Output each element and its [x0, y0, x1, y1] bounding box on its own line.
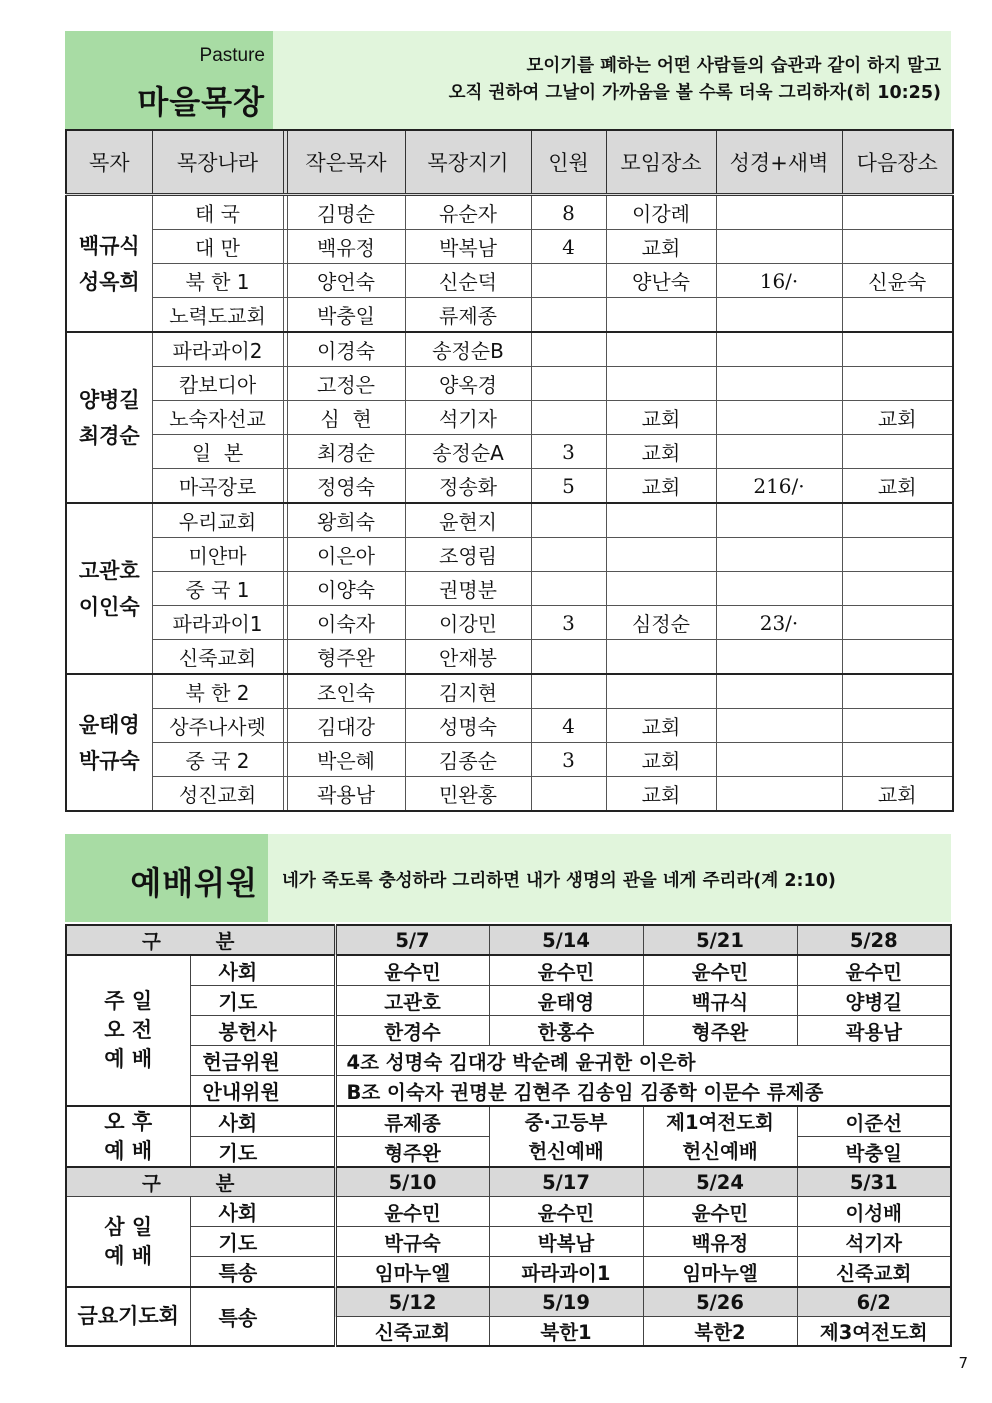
pastor-cell — [66, 332, 152, 503]
role-label: 기도 — [190, 1227, 335, 1257]
pastor-name: 박규숙 — [78, 748, 140, 773]
mokjang-name-cell: 북 한 1 — [152, 264, 283, 298]
keeper-cell: 류제종 — [405, 298, 531, 333]
name-cell: 임마누엘 — [335, 1257, 489, 1288]
next-place-cell — [842, 435, 953, 469]
role-label: 사회 — [190, 1197, 335, 1227]
next-place-cell — [842, 298, 953, 333]
pastor-name: 최경순 — [78, 423, 140, 448]
label-line: 오 전 — [104, 1018, 153, 1042]
name-cell: 파라과이1 — [489, 1257, 643, 1288]
name-cell: 임마누엘 — [643, 1257, 797, 1288]
mokjang-name-cell: 신죽교회 — [152, 640, 283, 675]
small-leader-cell: 심 현 — [287, 401, 405, 435]
sunday-role-row — [66, 1016, 951, 1046]
next-place-cell — [842, 572, 953, 606]
keeper-cell: 안재봉 — [405, 640, 531, 675]
keeper-cell: 신순덕 — [405, 264, 531, 298]
name-cell: 한경수 — [335, 1016, 489, 1046]
small-leader-cell: 양언숙 — [287, 264, 405, 298]
bible-dawn-cell — [716, 367, 842, 401]
name-cell: 윤수민 — [489, 1197, 643, 1227]
wednesday-dates-row — [66, 1167, 951, 1197]
count-cell — [531, 538, 606, 572]
mokjang-name-cell: 노력도교회 — [152, 298, 283, 333]
pastor-name: 고관호 — [78, 558, 140, 583]
table-row — [66, 367, 953, 401]
section-title: 마을목장 — [137, 83, 265, 121]
mokjang-name-cell: 상주나사렛 — [152, 709, 283, 743]
small-leader-cell: 정영숙 — [287, 469, 405, 504]
table-row — [66, 401, 953, 435]
name-cell: 백규식 — [643, 986, 797, 1016]
special-service-cell — [489, 1106, 643, 1167]
name-cell: 윤수민 — [643, 955, 797, 986]
usher-committee: B조 이숙자 권명분 김현주 김송임 김종학 이문수 류제종 — [335, 1076, 951, 1107]
next-place-cell — [842, 743, 953, 777]
gubun-label: 구 분 — [66, 925, 335, 955]
bible-dawn-cell — [716, 435, 842, 469]
small-leader-cell: 김명순 — [287, 195, 405, 230]
name-cell: 이준선 — [797, 1106, 951, 1137]
bible-dawn-cell — [716, 777, 842, 812]
name-cell: 제3여전도회 — [797, 1317, 951, 1347]
small-leader-cell: 고정은 — [287, 367, 405, 401]
role-label: 사회 — [190, 1106, 335, 1137]
bible-dawn-cell — [716, 709, 842, 743]
pastor-name: 백규식 — [78, 233, 140, 258]
mokjang-name-cell: 미얀마 — [152, 538, 283, 572]
count-cell — [531, 367, 606, 401]
small-leader-cell: 왕희숙 — [287, 503, 405, 538]
mokjang-name-cell: 캄보디아 — [152, 367, 283, 401]
small-leader-cell: 이숙자 — [287, 606, 405, 640]
next-place-cell — [842, 367, 953, 401]
table-row — [66, 743, 953, 777]
name-cell: 백유정 — [643, 1227, 797, 1257]
name-cell: 윤수민 — [797, 955, 951, 986]
label-line: 주 일 — [104, 989, 153, 1013]
pastor-name: 윤태영 — [78, 712, 140, 737]
bible-dawn-cell — [716, 640, 842, 675]
text-line: 헌신예배 — [528, 1139, 604, 1163]
bible-dawn-cell — [716, 572, 842, 606]
meeting-place-cell: 교회 — [606, 469, 716, 504]
meeting-place-cell: 양난숙 — [606, 264, 716, 298]
next-place-cell: 교회 — [842, 469, 953, 504]
name-cell: 석기자 — [797, 1227, 951, 1257]
bible-dawn-cell — [716, 743, 842, 777]
mokjang-name-cell: 파라과이2 — [152, 332, 283, 367]
meeting-place-cell: 교회 — [606, 743, 716, 777]
afternoon-row — [66, 1106, 951, 1137]
meeting-place-cell — [606, 538, 716, 572]
count-cell: 4 — [531, 709, 606, 743]
role-label: 특송 — [190, 1257, 335, 1288]
next-place-cell — [842, 538, 953, 572]
meeting-place-cell: 교회 — [606, 435, 716, 469]
name-cell: 북한1 — [489, 1317, 643, 1347]
meeting-place-cell — [606, 640, 716, 675]
friday-dates-row — [66, 1287, 951, 1317]
pastor-name: 성옥희 — [78, 269, 140, 294]
pastor-name: 이인숙 — [78, 594, 140, 619]
wednesday-role-row — [66, 1227, 951, 1257]
sunday-morning-label — [66, 955, 190, 1106]
label-line: 예 배 — [104, 1243, 153, 1268]
role-label: 기도 — [190, 986, 335, 1016]
date-cell: 5/17 — [489, 1167, 643, 1197]
keeper-cell: 석기자 — [405, 401, 531, 435]
next-place-cell — [842, 709, 953, 743]
bible-dawn-cell — [716, 230, 842, 264]
meeting-place-cell: 교회 — [606, 230, 716, 264]
role-label: 기도 — [190, 1137, 335, 1168]
mokjang-name-cell: 우리교회 — [152, 503, 283, 538]
meeting-place-cell: 교회 — [606, 709, 716, 743]
keeper-cell: 정송화 — [405, 469, 531, 504]
afternoon-worship-label — [66, 1106, 190, 1167]
gubun-label: 구 분 — [66, 1167, 335, 1197]
role-label: 봉헌사 — [190, 1016, 335, 1046]
name-cell: 이성배 — [797, 1197, 951, 1227]
text-line: 제1여전도회 — [666, 1110, 774, 1134]
table-row — [66, 469, 953, 504]
keeper-cell: 이강민 — [405, 606, 531, 640]
small-leader-cell: 조인숙 — [287, 674, 405, 709]
keeper-cell: 박복남 — [405, 230, 531, 264]
section-header-worship-committee — [65, 834, 951, 922]
label-line: 예 배 — [104, 1047, 153, 1071]
name-cell: 형주완 — [335, 1137, 489, 1168]
sunday-role-row — [66, 986, 951, 1016]
label-line: 삼 일 — [104, 1214, 153, 1239]
date-cell: 6/2 — [797, 1287, 951, 1317]
next-place-cell — [842, 230, 953, 264]
count-cell — [531, 572, 606, 606]
name-cell: 양병길 — [797, 986, 951, 1016]
name-cell: 고관호 — [335, 986, 489, 1016]
date-cell: 5/21 — [643, 925, 797, 955]
name-cell: 신죽교회 — [335, 1317, 489, 1347]
small-leader-cell: 이양숙 — [287, 572, 405, 606]
small-leader-cell: 이경숙 — [287, 332, 405, 367]
keeper-cell: 성명숙 — [405, 709, 531, 743]
table-row — [66, 435, 953, 469]
mokjang-name-cell: 태 국 — [152, 195, 283, 230]
count-cell: 8 — [531, 195, 606, 230]
table-row — [66, 298, 953, 333]
verse-line-1: 모이기를 폐하는 어떤 사람들의 습관과 같이 하지 말고 — [526, 56, 941, 76]
meeting-place-cell — [606, 367, 716, 401]
offering-row — [66, 1046, 951, 1076]
bible-dawn-cell — [716, 401, 842, 435]
table-row — [66, 777, 953, 812]
role-label: 안내위원 — [190, 1076, 335, 1107]
meeting-place-cell: 교회 — [606, 777, 716, 812]
name-cell: 박규숙 — [335, 1227, 489, 1257]
keeper-cell: 김종순 — [405, 743, 531, 777]
role-label: 사회 — [190, 955, 335, 986]
bible-dawn-cell — [716, 538, 842, 572]
name-cell: 류제종 — [335, 1106, 489, 1137]
name-cell: 박충일 — [797, 1137, 951, 1168]
count-cell — [531, 777, 606, 812]
meeting-place-cell — [606, 332, 716, 367]
small-leader-cell: 형주완 — [287, 640, 405, 675]
count-cell — [531, 401, 606, 435]
small-leader-cell: 최경순 — [287, 435, 405, 469]
next-place-cell — [842, 674, 953, 709]
count-cell: 4 — [531, 230, 606, 264]
table-row — [66, 195, 953, 230]
table-row — [66, 606, 953, 640]
name-cell: 북한2 — [643, 1317, 797, 1347]
date-cell: 5/28 — [797, 925, 951, 955]
bible-dawn-cell — [716, 674, 842, 709]
count-cell: 3 — [531, 743, 606, 777]
date-cell: 5/31 — [797, 1167, 951, 1197]
header-cell: 성경+새벽 — [716, 130, 842, 195]
keeper-cell: 조영림 — [405, 538, 531, 572]
mokjang-name-cell: 파라과이1 — [152, 606, 283, 640]
label-line: 예 배 — [104, 1138, 153, 1163]
keeper-cell: 민완홍 — [405, 777, 531, 812]
mokjang-table — [65, 129, 954, 812]
name-cell: 한홍수 — [489, 1016, 643, 1046]
mokjang-name-cell: 일 본 — [152, 435, 283, 469]
wednesday-role-row — [66, 1257, 951, 1288]
name-cell: 신죽교회 — [797, 1257, 951, 1288]
name-cell: 윤수민 — [643, 1197, 797, 1227]
count-cell — [531, 332, 606, 367]
next-place-cell — [842, 503, 953, 538]
count-cell — [531, 640, 606, 675]
date-cell: 5/12 — [335, 1287, 489, 1317]
pastor-cell — [66, 503, 152, 674]
pastor-cell — [66, 674, 152, 811]
friday-prayer-label: 금요기도회 — [66, 1287, 190, 1346]
header-cell: 모임장소 — [606, 130, 716, 195]
header-cell: 목장지기 — [405, 130, 531, 195]
count-cell: 3 — [531, 435, 606, 469]
count-cell — [531, 298, 606, 333]
verse-line-2: 오직 권하여 그날이 가까움을 볼 수록 더욱 그리하자(히 10:25) — [448, 83, 941, 103]
small-leader-cell: 백유정 — [287, 230, 405, 264]
next-place-cell: 교회 — [842, 401, 953, 435]
small-leader-cell: 곽용남 — [287, 777, 405, 812]
table-row — [66, 640, 953, 675]
date-cell: 5/24 — [643, 1167, 797, 1197]
pasture-label: Pasture — [199, 45, 265, 66]
text-line: 헌신예배 — [682, 1139, 758, 1163]
count-cell — [531, 264, 606, 298]
small-leader-cell: 박은혜 — [287, 743, 405, 777]
sunday-dates-row — [66, 925, 951, 955]
bible-dawn-cell — [716, 298, 842, 333]
section-header-maeul-mokjang — [65, 31, 951, 129]
bible-dawn-cell — [716, 332, 842, 367]
mokjang-table-body — [66, 195, 953, 812]
meeting-place-cell: 교회 — [606, 401, 716, 435]
date-cell: 5/14 — [489, 925, 643, 955]
table-row — [66, 503, 953, 538]
small-leader-cell: 박충일 — [287, 298, 405, 333]
section-title-box — [65, 31, 273, 129]
next-place-cell: 교회 — [842, 777, 953, 812]
table-row — [66, 264, 953, 298]
name-cell: 윤수민 — [335, 1197, 489, 1227]
mokjang-name-cell: 대 만 — [152, 230, 283, 264]
header-cell: 인원 — [531, 130, 606, 195]
count-cell — [531, 674, 606, 709]
section-title-box — [65, 834, 268, 922]
keeper-cell: 송정순A — [405, 435, 531, 469]
wednesday-worship-label — [66, 1197, 190, 1288]
small-leader-cell: 이은아 — [287, 538, 405, 572]
header-cell: 목자 — [66, 130, 152, 195]
count-cell: 5 — [531, 469, 606, 504]
table-row — [66, 572, 953, 606]
verse-box — [273, 31, 951, 129]
keeper-cell: 유순자 — [405, 195, 531, 230]
pastor-cell — [66, 195, 152, 333]
date-cell: 5/10 — [335, 1167, 489, 1197]
bible-dawn-cell: 16/· — [716, 264, 842, 298]
meeting-place-cell — [606, 572, 716, 606]
bible-dawn-cell — [716, 195, 842, 230]
keeper-cell: 송정순B — [405, 332, 531, 367]
bible-dawn-cell: 23/· — [716, 606, 842, 640]
meeting-place-cell: 심정순 — [606, 606, 716, 640]
table-row — [66, 538, 953, 572]
usher-row — [66, 1076, 951, 1107]
page-number: 7 — [958, 1354, 968, 1372]
name-cell: 윤태영 — [489, 986, 643, 1016]
keeper-cell: 김지현 — [405, 674, 531, 709]
worship-committee-table — [65, 924, 952, 1347]
bible-dawn-cell — [716, 503, 842, 538]
table-row — [66, 332, 953, 367]
table-row — [66, 674, 953, 709]
header-cell: 목장나라 — [152, 130, 283, 195]
mokjang-name-cell: 노숙자선교 — [152, 401, 283, 435]
label-line: 오 후 — [104, 1109, 153, 1134]
next-place-cell — [842, 640, 953, 675]
small-leader-cell: 김대강 — [287, 709, 405, 743]
name-cell: 곽용남 — [797, 1016, 951, 1046]
mokjang-name-cell: 북 한 2 — [152, 674, 283, 709]
date-cell: 5/19 — [489, 1287, 643, 1317]
next-place-cell: 신윤숙 — [842, 264, 953, 298]
keeper-cell: 윤현지 — [405, 503, 531, 538]
header-cell: 작은목자 — [287, 130, 405, 195]
bible-dawn-cell: 216/· — [716, 469, 842, 504]
text-line: 중·고등부 — [524, 1110, 608, 1134]
name-cell: 형주완 — [643, 1016, 797, 1046]
mokjang-name-cell: 마곡장로 — [152, 469, 283, 504]
mokjang-name-cell: 중 국 2 — [152, 743, 283, 777]
date-cell: 5/7 — [335, 925, 489, 955]
role-label: 헌금위원 — [190, 1046, 335, 1076]
count-cell — [531, 503, 606, 538]
offering-committee: 4조 성명숙 김대강 박순례 윤귀한 이은하 — [335, 1046, 951, 1076]
name-cell: 윤수민 — [335, 955, 489, 986]
keeper-cell: 권명분 — [405, 572, 531, 606]
meeting-place-cell: 이강례 — [606, 195, 716, 230]
special-service-cell — [643, 1106, 797, 1167]
sunday-role-row — [66, 955, 951, 986]
meeting-place-cell — [606, 503, 716, 538]
wednesday-role-row — [66, 1197, 951, 1227]
next-place-cell — [842, 332, 953, 367]
count-cell: 3 — [531, 606, 606, 640]
mokjang-name-cell: 중 국 1 — [152, 572, 283, 606]
table-row — [66, 709, 953, 743]
bible-verse — [449, 53, 941, 107]
next-place-cell — [842, 606, 953, 640]
verse-box — [268, 834, 951, 922]
meeting-place-cell — [606, 298, 716, 333]
date-cell: 5/26 — [643, 1287, 797, 1317]
name-cell: 박복남 — [489, 1227, 643, 1257]
section-title: 예배위원 — [130, 864, 258, 902]
table-header-row — [66, 130, 953, 195]
meeting-place-cell — [606, 674, 716, 709]
name-cell: 윤수민 — [489, 955, 643, 986]
header-cell: 다음장소 — [842, 130, 953, 195]
role-label: 특송 — [190, 1287, 335, 1346]
keeper-cell: 양옥경 — [405, 367, 531, 401]
pastor-name: 양병길 — [78, 387, 140, 412]
table-row — [66, 230, 953, 264]
bible-verse: 네가 죽도록 충성하라 그리하면 내가 생명의 관을 네게 주리라(계 2:10) — [282, 871, 836, 891]
mokjang-name-cell: 성진교회 — [152, 777, 283, 812]
next-place-cell — [842, 195, 953, 230]
